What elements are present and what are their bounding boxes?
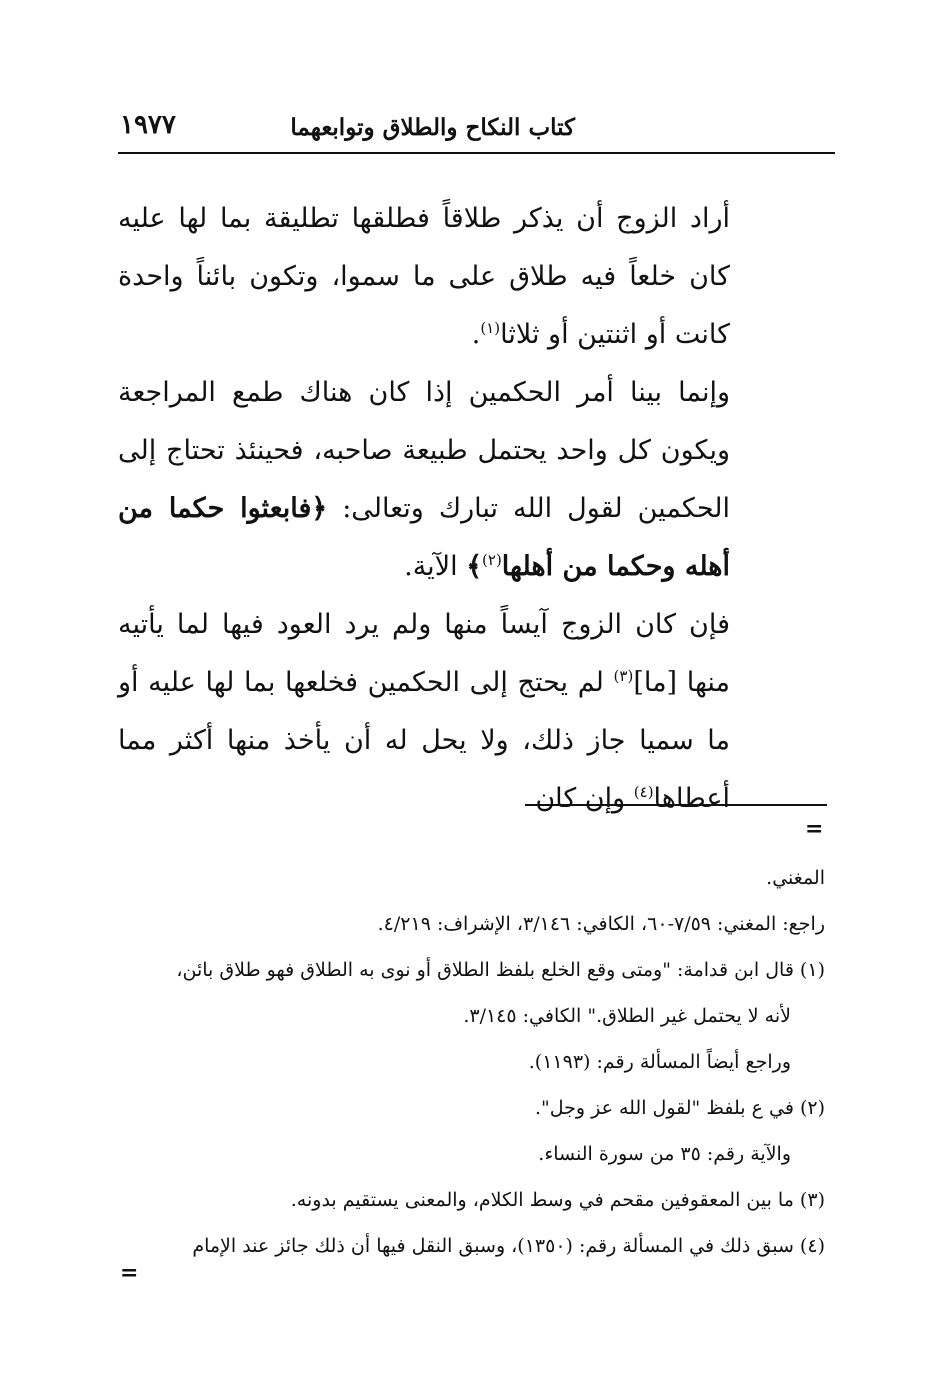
footnote-line: (٢) في ع بلفظ "لقول الله عز وجل".: [534, 1097, 825, 1119]
page-header: [118, 108, 835, 152]
paragraph-3: [118, 596, 730, 828]
paragraph-1-text: أراد الزوج أن يذكر طلاقاً فطلقها تطليقة بما لها عليه كان خلعاً فيه طلاق على ما سموا، وتكون بائناً واحدة كانت أو اثنتين أو ثلاثا: [118, 203, 730, 350]
footnote-line: المغني.: [766, 867, 825, 889]
footnote-end-marker: =: [120, 1260, 139, 1286]
footnote-ref-4: (٤): [633, 783, 654, 801]
paragraph-1: [118, 190, 730, 364]
footnote-continuation-marker: =: [805, 816, 824, 842]
footnote-ref-1: (١): [480, 319, 501, 337]
footnote-line: وراجع أيضاً المسألة رقم: (١١٩٣).: [528, 1051, 791, 1073]
running-title: كتاب النكاح والطلاق وتوابعهما: [290, 114, 575, 141]
page-number: ١٩٧٧: [120, 110, 176, 140]
footnote-line: والآية رقم: ٣٥ من سورة النساء.: [538, 1143, 791, 1165]
quran-verse-close: ﴾: [466, 551, 483, 582]
footnote-ref-2: (٢): [482, 551, 502, 569]
footnotes: [118, 855, 825, 1269]
footnote-line: راجع: المغني: ٧/٥٩-٦٠، الكافي: ٣/١٤٦، الإشراف: ٤/٢١٩.: [377, 913, 825, 935]
footnote-line: (٤) سبق ذلك في المسألة رقم: (١٣٥٠)، وسبق النقل فيها أن ذلك جائز عند الإمام: [192, 1235, 825, 1257]
paragraph-3-text: فإن كان الزوج آيساً منها ولم يرد العود فيها لما يأتيه منها [ما]: [118, 609, 731, 698]
quran-verse: ﴿فابعثوا حكما من أهله وحكما من أهلها: [118, 493, 730, 582]
footnote-ref-3: (٣): [613, 667, 634, 685]
paragraph-2: [118, 364, 730, 596]
footnote-line: (٣) ما بين المعقوفين مقحم في وسط الكلام، والمعنى يستقيم بدونه.: [290, 1189, 825, 1211]
paragraph-2-end: الآية.: [404, 551, 467, 582]
footnote-separator: [525, 804, 827, 806]
main-text: [118, 190, 730, 828]
footnote-line: لأنه لا يحتمل غير الطلاق." الكافي: ٣/١٤٥.: [463, 1005, 791, 1027]
paragraph-2-text: وإنما بينا أمر الحكمين إذا كان هناك طمع المراجعة ويكون كل واحد يحتمل طبيعة صاحبه، فحينئذ تحتاج إلى الحكمين لقول الله تبارك وتعالى:: [118, 377, 730, 524]
footnote-line: (١) قال ابن قدامة: "ومتى وقع الخلع بلفظ الطلاق أو نوى به الطلاق فهو طلاق بائن،: [176, 959, 825, 981]
paragraph-1-end: .: [471, 319, 481, 350]
paragraph-3-mid: لم يحتج إلى الحكمين فخلعها بما لها عليه أو ما سميا جاز ذلك، ولا يحل له أن يأخذ منها أكثر مما أعطاها: [118, 667, 730, 814]
header-rule: [118, 152, 835, 154]
paragraph-3-end: وإن كان: [535, 783, 634, 814]
